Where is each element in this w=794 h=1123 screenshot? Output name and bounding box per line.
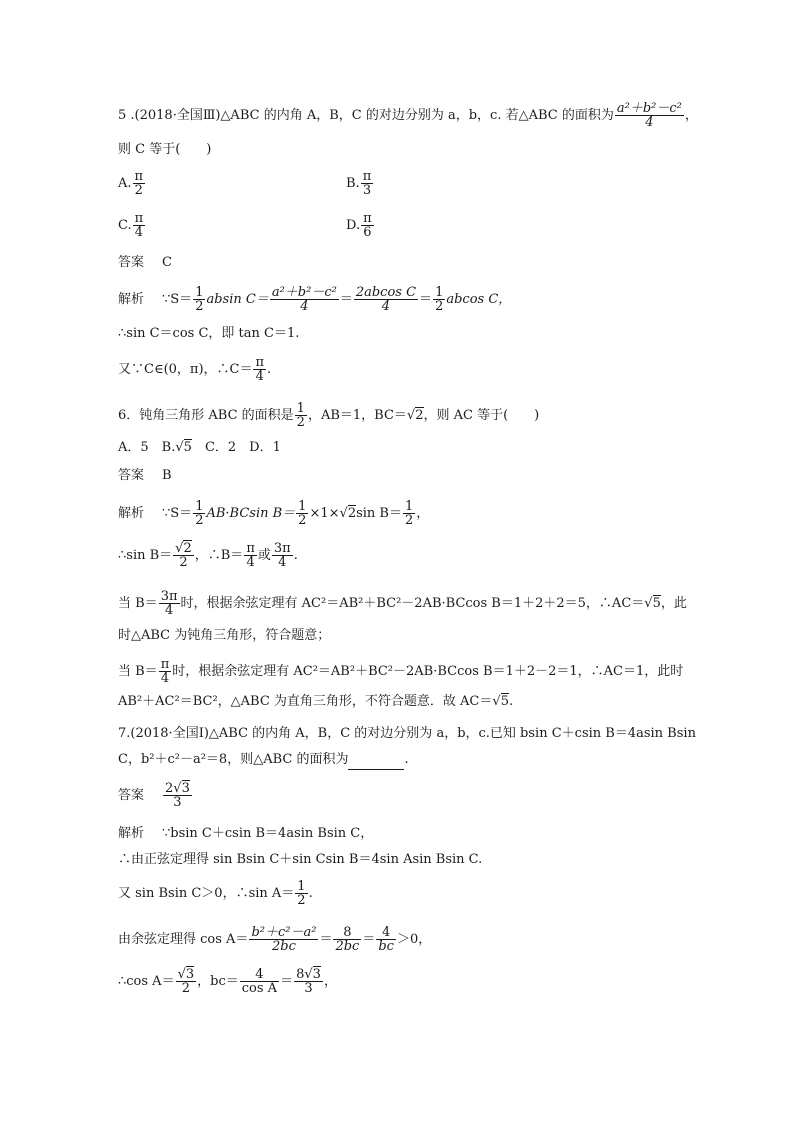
- q6-analysis-line4: 时△ABC 为钝角三角形，符合题意；: [118, 628, 331, 643]
- q7-analysis-line1: 解析 ∵bsin C＋csin B＝4asin Bsin C，: [118, 826, 374, 841]
- q7-stem-line1: 7.(2018·全国Ⅰ)△ABC 的内角 A，B，C 的对边分别为 a，b，c.已知 bsin C＋csin B＝4asin Bsin: [118, 726, 696, 741]
- q5-analysis-line3: 又∵C∈(0，π)，∴C＝ $\frac{\pi}{4}$ .: [118, 355, 272, 384]
- q6-answer: 答案 B: [118, 468, 172, 483]
- q6-analysis-line2: ∴sin B＝ $\frac{√2}{2}$ ，∴B＝ $\frac{\pi}{4}$ 或 $\frac{3\pi}{4}$ .: [118, 541, 298, 570]
- q7-answer-blank: [348, 755, 404, 770]
- q5-analysis-line2: ∴sin C＝cos C，即 tan C＝1.: [118, 326, 300, 341]
- q5-option-d: D. $\frac{\pi}{6}$: [346, 211, 372, 240]
- q5-stem-line2: 则 C 等于( ): [118, 142, 212, 157]
- q5-stem: 5 .(2018·全国Ⅲ)△ABC 的内角 A，B，C 的对边分别为 a，b，c. 若△ABC 的面积为 $\frac{\text{a²＋b²－c²}}{4}$ ，: [118, 101, 698, 130]
- q5-option-b: B. $\frac{\pi}{3}$: [346, 169, 372, 198]
- q7-analysis-line2: ∴由正弦定理得 sin Bsin C＋sin Csin B＝4sin Asin Bsin C.: [118, 852, 483, 867]
- q5-answer: 答案 C: [118, 255, 172, 270]
- q6-analysis-line6: AB²＋AC²＝BC²，△ABC 为直角三角形，不符合题意．故 AC＝√5.: [118, 694, 514, 709]
- q6-stem: 6．钝角三角形 ABC 的面积是 $\frac{1}{2}$ ，AB＝1，BC＝√2，则 AC 等于( ): [118, 401, 540, 430]
- q7-stem-line2: C，b²＋c²－a²＝8，则△ABC 的面积为 .: [118, 750, 409, 770]
- q6-analysis-line1: 解析 ∵S＝ $\frac{1}{2}$ AB·BCsin B＝ $\frac{1}{2}$ ×1×√2sin B＝ $\frac{1}{2}$ ，: [118, 499, 430, 528]
- q6-options: A．5 B.√5 C．2 D．1: [118, 440, 281, 455]
- q7-analysis-line3: 又 sin Bsin C＞0，∴sin A＝ $\frac{1}{2}$ .: [118, 879, 313, 908]
- q7-analysis-line4: 由余弦定理得 cos A＝ $\frac{\text{b²＋c²－a²}}{2bc}$ ＝ $\frac{8}{2bc}$ ＝ $\frac{4}{bc}$ ＞0，: [118, 925, 432, 954]
- q5-option-c: C. $\frac{\pi}{4}$: [118, 211, 144, 240]
- q6-analysis-line5: 当 B＝ $\frac{\pi}{4}$ 时，根据余弦定理有 AC²＝AB²＋BC²－2AB·BCcos B＝1＋2－2＝1，∴AC＝1，此时: [118, 657, 684, 686]
- q6-analysis-line3: 当 B＝ $\frac{3\pi}{4}$ 时，根据余弦定理有 AC²＝AB²＋BC²－2AB·BCcos B＝1＋2＋2＝5，∴AC＝√5，此: [118, 589, 687, 618]
- q5-option-a: A. $\frac{\pi}{2}$: [118, 169, 144, 198]
- q7-analysis-line5: ∴cos A＝ $\frac{√3}{2}$ ，bc＝ $\frac{4}{\text{cos A}}$ ＝ $\frac{8√3}{3}$ ，: [118, 967, 337, 996]
- q5-analysis-line1: 解析 ∵S＝ $\frac{1}{2}$ absin C＝ $\frac{\text{a²＋b²－c²}}{4}$ ＝ $\frac{\text{2abcos C}}{4}$ ＝ $\frac{1}{2}$ abcos C，: [118, 285, 512, 314]
- q5-area-fraction: $\frac{\text{a²＋b²－c²}}{4}$: [616, 101, 682, 130]
- q7-answer: 答案 $\frac{2√3}{3}$: [118, 781, 190, 810]
